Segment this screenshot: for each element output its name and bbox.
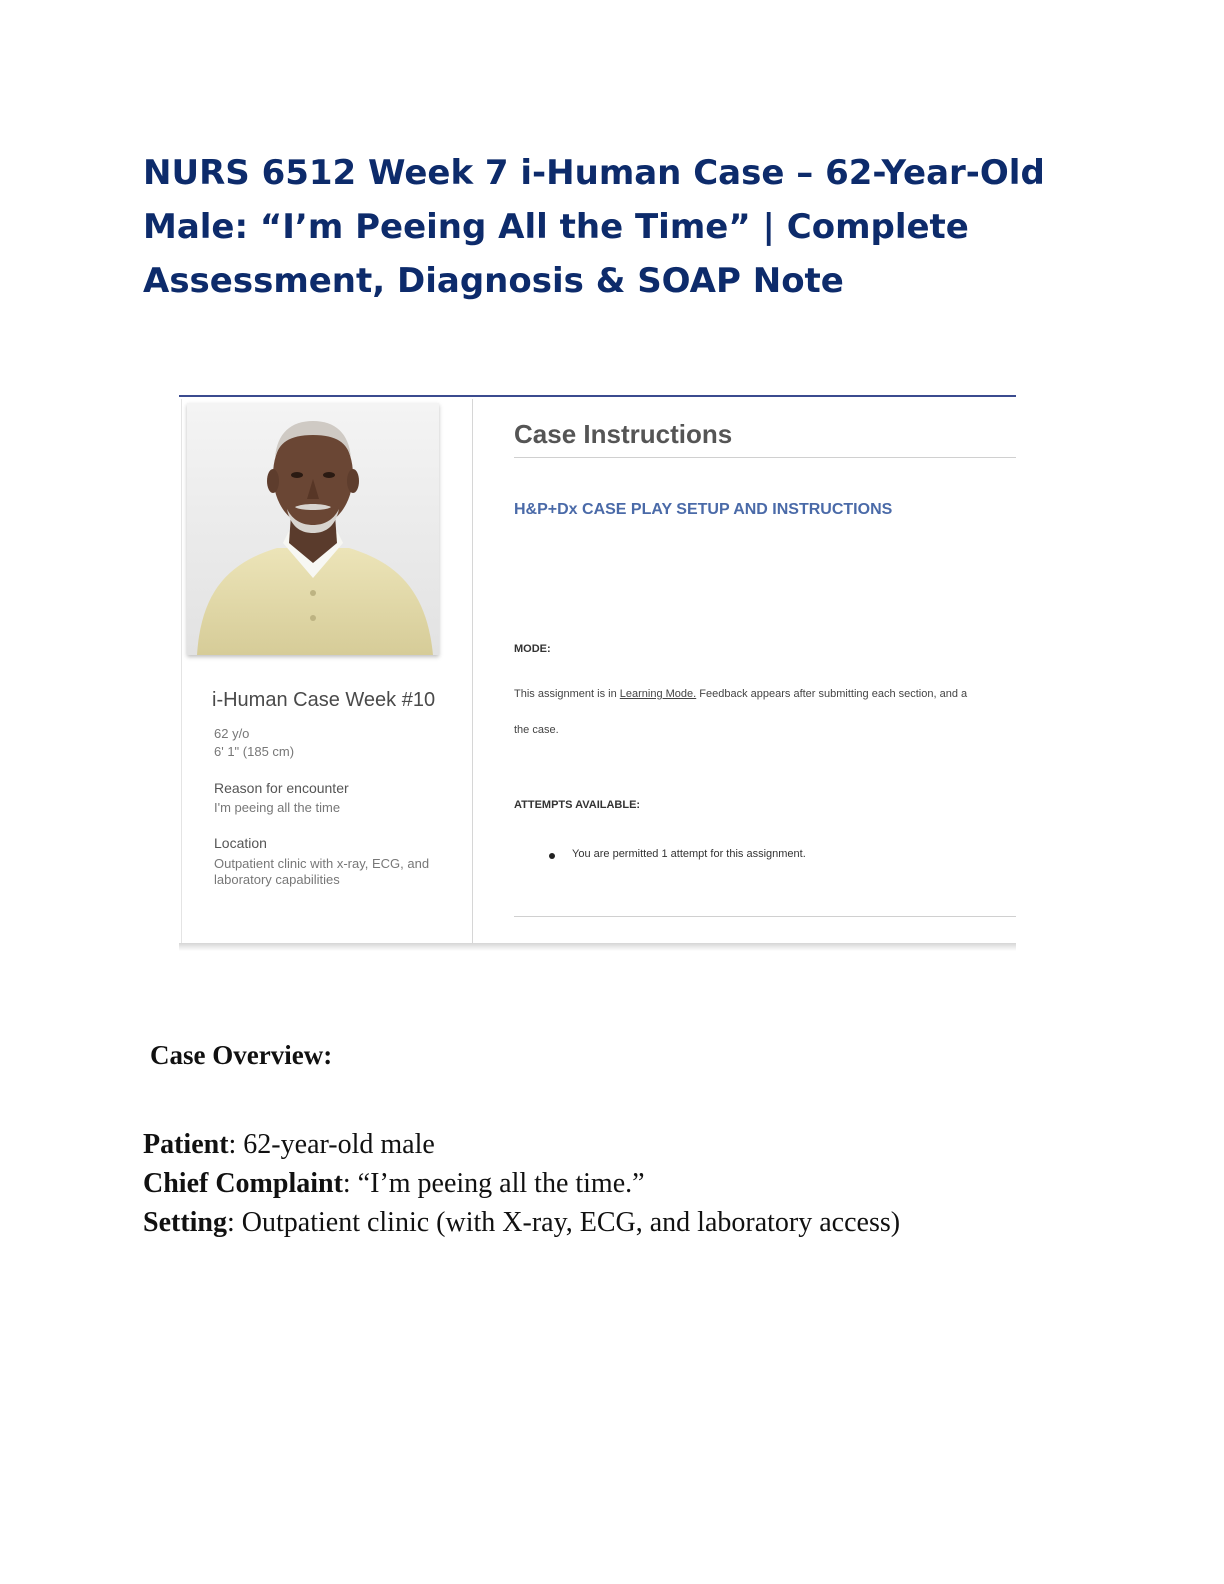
chief-complaint-row (143, 1164, 900, 1203)
patient-label: Patient (143, 1129, 229, 1160)
instructions-divider (514, 457, 1016, 458)
reason-value: I'm peeing all the time (214, 800, 341, 815)
case-overview-facts (143, 1125, 900, 1242)
chief-complaint-value: : “I’m peeing all the time.” (342, 1168, 645, 1199)
mode-text (514, 688, 967, 700)
reason-label: Reason for encounter (214, 780, 349, 796)
location-value-line2: laboratory capabilities (214, 872, 340, 887)
screenshot-bottom-shadow (179, 943, 1016, 951)
mode-text-before: This assignment is in (514, 688, 620, 700)
mode-label: MODE: (514, 643, 551, 655)
location-value-line1: Outpatient clinic with x-ray, ECG, and (214, 856, 430, 871)
patient-height: 6' 1" (185 cm) (214, 744, 295, 759)
patient-row (143, 1125, 900, 1164)
instructions-bottom-divider (514, 916, 1016, 917)
case-screenshot (179, 395, 1016, 955)
bullet-dot-icon (549, 853, 555, 859)
setting-row (143, 1203, 900, 1242)
instructions-subtitle: H&P+Dx CASE PLAY SETUP AND INSTRUCTIONS (514, 501, 893, 518)
patient-portrait (187, 403, 439, 655)
case-title: i-Human Case Week #10 (212, 689, 436, 711)
case-overview-heading: Case Overview: (150, 1040, 333, 1070)
document-title: NURS 6512 Week 7 i-Human Case – 62-Year-Old Male: “I’m Peeing All the Time” | Complete Assessment, Diagnosis & SOAP Note (143, 153, 1045, 301)
location-label: Location (214, 835, 267, 851)
setting-value: : Outpatient clinic (with X-ray, ECG, and laboratory access) (227, 1207, 901, 1238)
screenshot-top-border (179, 395, 1016, 397)
patient-card (181, 399, 473, 943)
mode-text-after: Feedback appears after submitting each section, and a (696, 688, 968, 700)
instructions-title: Case Instructions (514, 419, 733, 449)
setting-label: Setting (143, 1207, 227, 1238)
chief-complaint-label: Chief Complaint (143, 1168, 343, 1199)
attempts-item: You are permitted 1 attempt for this assignment. (572, 848, 806, 860)
mode-text-line2: the case. (514, 724, 559, 736)
patient-age: 62 y/o (214, 726, 250, 741)
learning-mode-link[interactable]: Learning Mode. (619, 688, 697, 700)
instructions-pane (472, 399, 1016, 943)
patient-value: : 62-year-old male (228, 1129, 435, 1160)
attempts-label: ATTEMPTS AVAILABLE: (514, 799, 641, 811)
